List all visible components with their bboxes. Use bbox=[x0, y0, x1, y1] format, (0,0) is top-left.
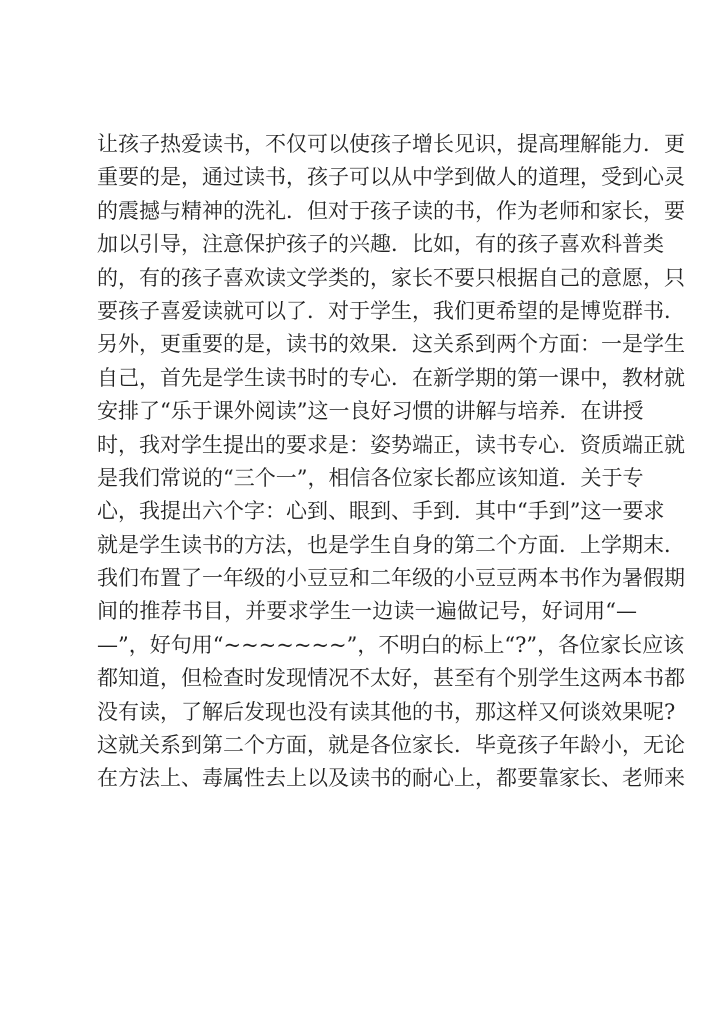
text-line: 要孩子喜爱读就可以了．对于学生，我们更希望的是博览群书． bbox=[97, 298, 685, 323]
text-line: 在方法上、毒属性去上以及读书的耐心上，都要靠家长、老师来 bbox=[97, 766, 685, 791]
text-line: 重要的是，通过读书，孩子可以从中学到做人的道理，受到心灵 bbox=[97, 165, 685, 190]
text-line: 这就关系到第二个方面，就是各位家长．毕竟孩子年龄小，无论 bbox=[97, 733, 685, 758]
text-line: 时，我对学生提出的要求是：姿势端正，读书专心．资质端正就 bbox=[97, 432, 685, 457]
text-line: 就是学生读书的方法，也是学生自身的第二个方面．上学期末． bbox=[97, 532, 685, 557]
text-line: 我们布置了一年级的小豆豆和二年级的小豆豆两本书作为暑假期 bbox=[97, 566, 685, 591]
text-line: 加以引导，注意保护孩子的兴趣．比如，有的孩子喜欢科普类 bbox=[97, 232, 664, 257]
text-line: 心，我提出六个字：心到、眼到、手到．其中“手到”这一要求 bbox=[97, 499, 665, 524]
text-line: 另外，更重要的是，读书的效果．这关系到两个方面：一是学生 bbox=[97, 332, 685, 357]
text-line: 是我们常说的“三个一”，相信各位家长都应该知道．关于专 bbox=[97, 465, 644, 490]
text-line: —”，好句用“~~~~~~~”，不明白的标上“?”，各位家长应该 bbox=[97, 632, 685, 657]
text-line: 安排了“乐于课外阅读”这一良好习惯的讲解与培养．在讲授 bbox=[97, 399, 644, 424]
text-line: 的，有的孩子喜欢读文学类的，家长不要只根据自己的意愿，只 bbox=[97, 265, 685, 290]
text-line: 都知道，但检查时发现情况不太好，甚至有个别学生这两本书都 bbox=[97, 666, 685, 691]
body-text bbox=[97, 128, 685, 796]
text-line: 自己，首先是学生读书时的专心．在新学期的第一课中，教材就 bbox=[97, 365, 685, 390]
text-line: 的震撼与精神的洗礼．但对于孩子读的书，作为老师和家长，要 bbox=[97, 198, 685, 223]
text-line: 让孩子热爱读书，不仅可以使孩子增长见识，提高理解能力．更 bbox=[97, 132, 685, 156]
text-line: 没有读，了解后发现也没有读其他的书，那这样又何谈效果呢? bbox=[97, 699, 676, 724]
text-line: 间的推荐书目，并要求学生一边读一遍做记号，好词用“— bbox=[97, 599, 637, 624]
